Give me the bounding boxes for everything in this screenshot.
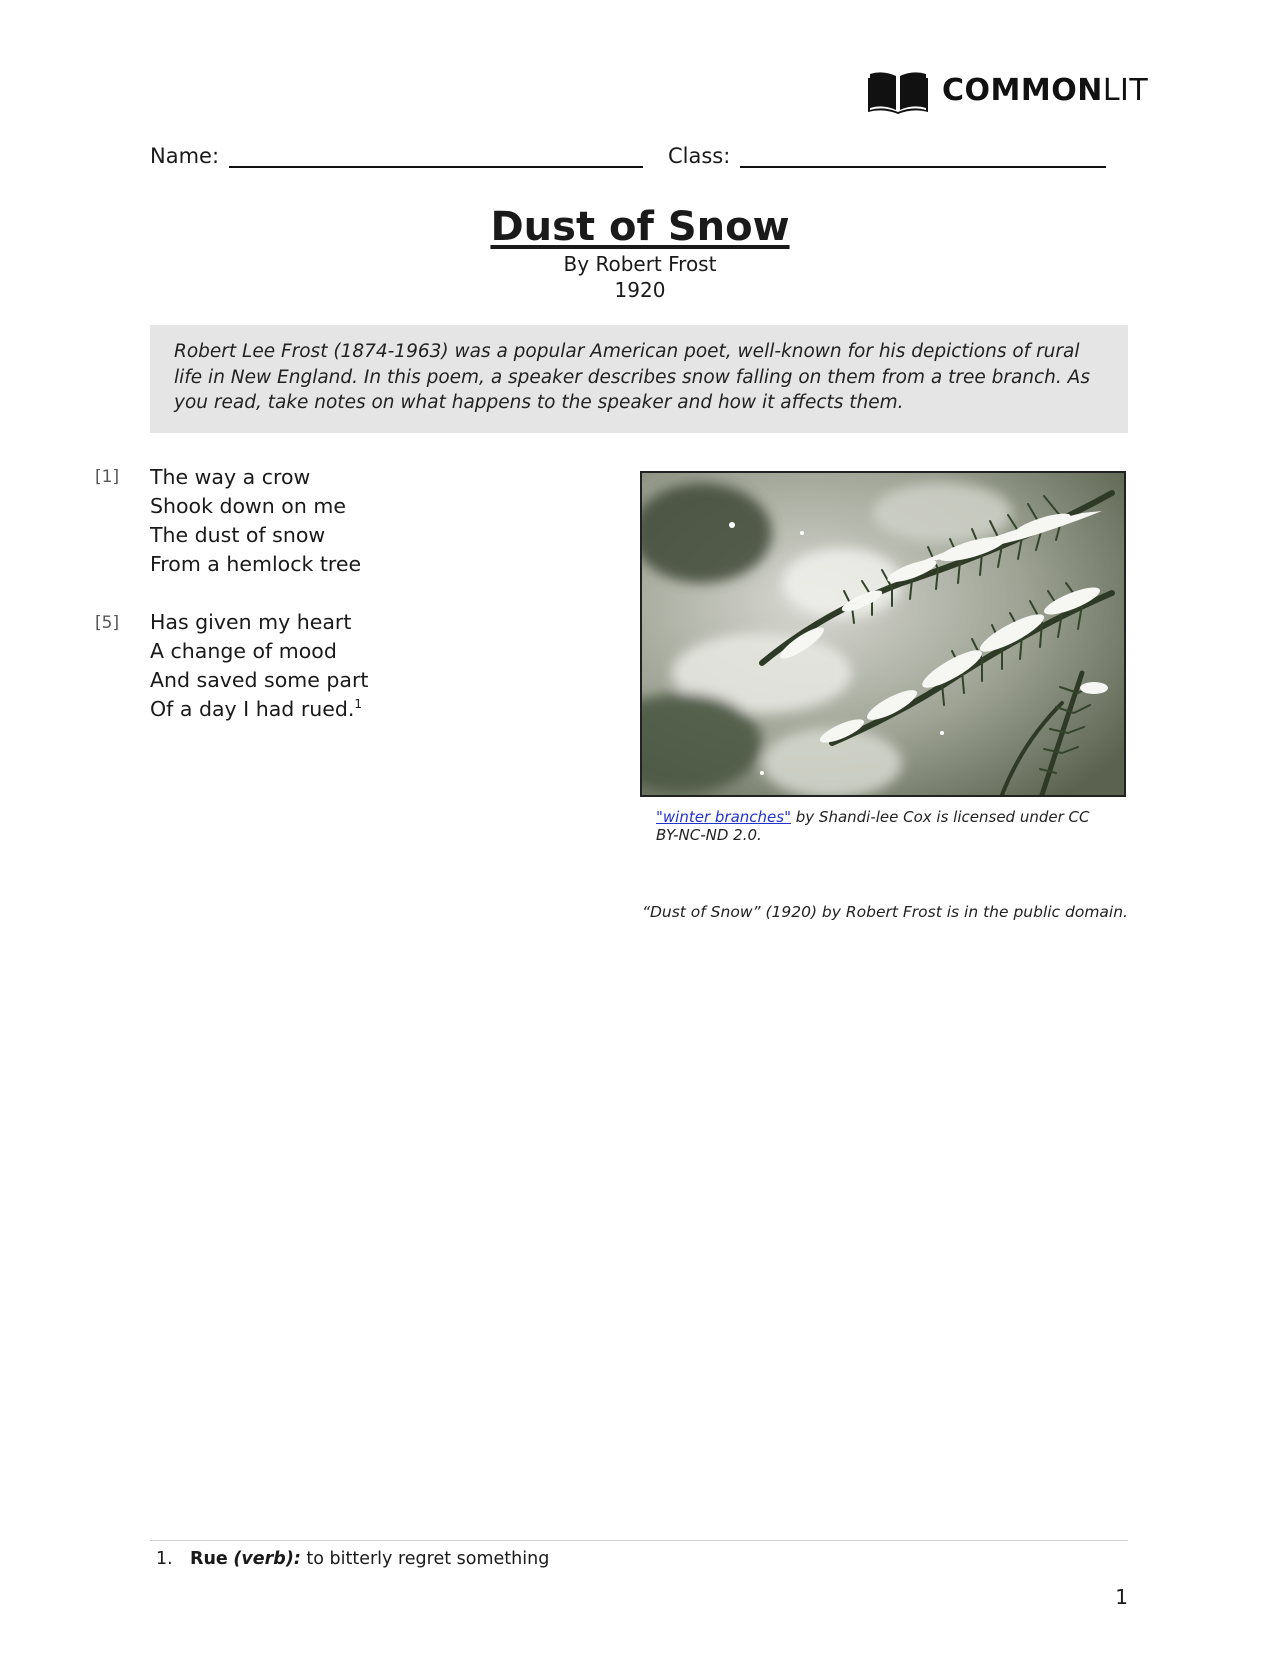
poem-line: And saved some part — [150, 668, 369, 692]
poem-line: Of a day I had rued.$^1$ — [150, 697, 363, 721]
footnote — [156, 1549, 549, 1569]
open-book-icon — [868, 68, 928, 114]
publication-year: 1920 — [614, 278, 666, 302]
public-domain-note: “Dust of Snow” (1920) by Robert Frost is in the public domain. — [641, 903, 1128, 921]
name-field[interactable] — [150, 144, 643, 168]
poem-stanza-1 — [150, 463, 361, 579]
poem-line: From a hemlock tree — [150, 552, 362, 576]
line-number-marker: [5] — [95, 613, 120, 633]
footnote-divider — [150, 1540, 1128, 1541]
image-caption: "winter branches" by Shandi-lee Cox is licensed under CC BY-NC-ND 2.0. — [656, 808, 1090, 844]
footnote-definition: to bitterly regret something — [300, 1549, 550, 1569]
brand-name: COMMONLIT — [942, 73, 1149, 108]
class-field[interactable] — [668, 144, 1106, 168]
poem-line: The dust of snow — [150, 523, 326, 547]
class-blank[interactable] — [740, 144, 1106, 168]
page-title: Dust of Snow — [490, 204, 790, 250]
footnote-number: 1. — [156, 1549, 173, 1569]
line-number-marker: [1] — [95, 467, 120, 487]
poem-line: A change of mood — [150, 639, 337, 663]
poem-stanza-2 — [150, 608, 368, 724]
poem-line: The way a crow — [150, 465, 311, 489]
author-byline: By Robert Frost — [563, 252, 717, 276]
winter-branch-photo — [640, 471, 1126, 797]
poem-line: Shook down on me — [150, 494, 346, 518]
commonlit-logo — [868, 68, 1148, 114]
footnote-pos: (verb): — [233, 1549, 301, 1569]
footnote-term: Rue — [190, 1549, 228, 1569]
intro-box: Robert Lee Frost (1874-1963) was a popular American poet, well-known for his depictions of rural life in New England. In this poem, a speaker describes snow falling on them from a tree branch. As you read, take notes on what happens to the speaker and how it affects them. — [150, 325, 1128, 433]
name-label: Name: — [150, 144, 220, 168]
image-source-link[interactable]: "winter branches" — [656, 808, 791, 826]
page-number: 1 — [1115, 1585, 1128, 1609]
class-label: Class: — [668, 144, 731, 168]
name-blank[interactable] — [229, 144, 643, 168]
poem-line: Has given my heart — [150, 610, 352, 634]
footnote-ref[interactable]: 1 — [354, 697, 363, 712]
